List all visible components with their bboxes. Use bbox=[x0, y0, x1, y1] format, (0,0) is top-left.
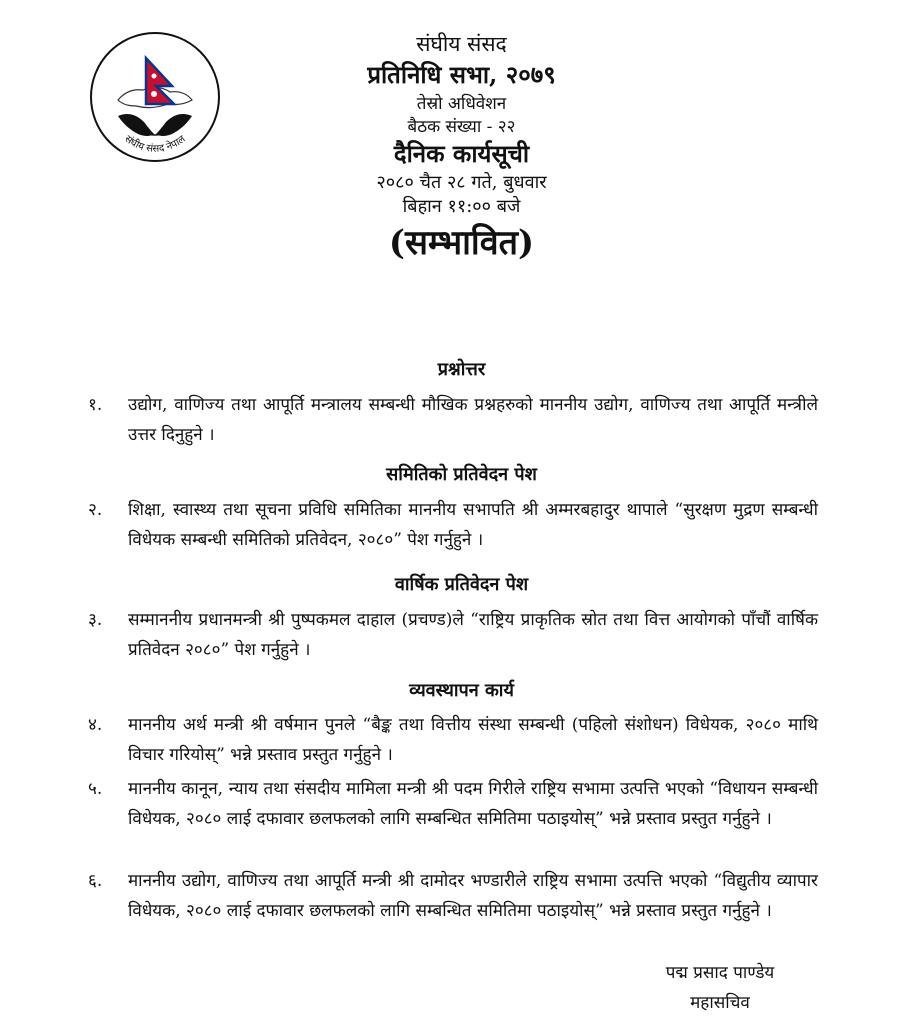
item-text: उद्योग, वाणिज्य तथा आपूर्ति मन्त्रालय सम्बन्धी मौखिक प्रश्नहरुको माननीय उद्योग, वाणिज्य तथा आपूर्ति मन्त्रीले उत्तर दिनुहुने । bbox=[128, 395, 818, 445]
signature-block bbox=[620, 958, 820, 1018]
document-header bbox=[0, 30, 923, 264]
signatory-name: पद्म प्रसाद पाण्डेय bbox=[665, 963, 775, 983]
agenda-title: दैनिक कार्यसूची bbox=[393, 139, 530, 168]
org-name: संघीय संसद bbox=[416, 32, 507, 56]
meeting-time: बिहान ११:०० बजे bbox=[402, 196, 521, 217]
item-text: सम्माननीय प्रधानमन्त्री श्री पुष्पकमल दाहाल (प्रचण्ड)ले “राष्ट्रिय प्राकृतिक स्रोत तथा वित्त आयोगको पाँचौं वार्षिक प्रतिवेदन २०८०” पेश गर्नुहुने । bbox=[128, 610, 818, 660]
meeting-number: बैठक संख्या - २२ bbox=[407, 117, 516, 137]
meeting-date: २०८० चैत २८ गते, बुधवार bbox=[376, 172, 547, 193]
house-title: प्रतिनिधि सभा, २०७९ bbox=[367, 60, 556, 89]
item-number: ३. bbox=[88, 610, 103, 630]
section-heading-legislation: व्यवस्थापन कार्य bbox=[409, 680, 514, 701]
item-text: माननीय अर्थ मन्त्री श्री वर्षमान पुनले “बैङ्क तथा वित्तीय संस्था सम्बन्धी (पहिलो संशोधन) विधेयक, २०८० माथि विचार गरियोस्” भन्ने प्रस्ताव प्रस्तुत गर्नुहुने । bbox=[128, 715, 818, 765]
list-item bbox=[88, 605, 818, 665]
list-item bbox=[88, 390, 818, 450]
item-text: माननीय कानून, न्याय तथा संसदीय मामिला मन्त्री श्री पदम गिरीले राष्ट्रिय सभामा उत्पत्ति भएको “विधायन सम्बन्धी विधेयक, २०८० लाई दफावार छलफलको लागि सम्बन्धित समितिमा पठाइयोस्” भन्ने प्रस्ताव प्रस्तुत गर्नुहुने । bbox=[128, 779, 818, 829]
item-number: १. bbox=[88, 395, 103, 415]
list-item bbox=[88, 774, 818, 834]
item-text: माननीय उद्योग, वाणिज्य तथा आपूर्ति मन्त्री श्री दामोदर भण्डारीले राष्ट्रिय सभामा उत्पत्ति भएको “विद्युतीय व्यापार विधेयक, २०८० लाई दफावार छलफलको लागि सम्बन्धित समितिमा पठाइयोस्” भन्ने प्रस्ताव प्रस्तुत गर्नुहुने । bbox=[128, 871, 818, 921]
session-label: तेस्रो अधिवेशन bbox=[416, 94, 507, 114]
tentative-label: (सम्भावित) bbox=[388, 223, 535, 263]
list-item bbox=[88, 710, 818, 770]
item-number: ४. bbox=[88, 715, 103, 735]
item-number: ६. bbox=[88, 871, 103, 891]
emblem-text: संघीय संसद नेपाल bbox=[122, 133, 188, 155]
list-item bbox=[88, 866, 818, 926]
item-number: ५. bbox=[88, 779, 103, 799]
signatory-title: महासचिव bbox=[690, 993, 750, 1013]
section-heading-questions: प्रश्नोत्तर bbox=[437, 359, 486, 380]
section-heading-committee-report: समितिको प्रतिवेदन पेश bbox=[386, 464, 537, 485]
item-number: २. bbox=[88, 500, 103, 520]
list-item bbox=[88, 495, 818, 555]
item-text: शिक्षा, स्वास्थ्य तथा सूचना प्रविधि समितिका माननीय सभापति श्री अम्मरबहादुर थापाले “सुरक्षण मुद्रण सम्बन्धी विधेयक सम्बन्धी समितिको प्रतिवेदन, २०८०” पेश गर्नुहुने । bbox=[128, 500, 818, 550]
section-heading-annual-report: वार्षिक प्रतिवेदन पेश bbox=[394, 574, 529, 595]
